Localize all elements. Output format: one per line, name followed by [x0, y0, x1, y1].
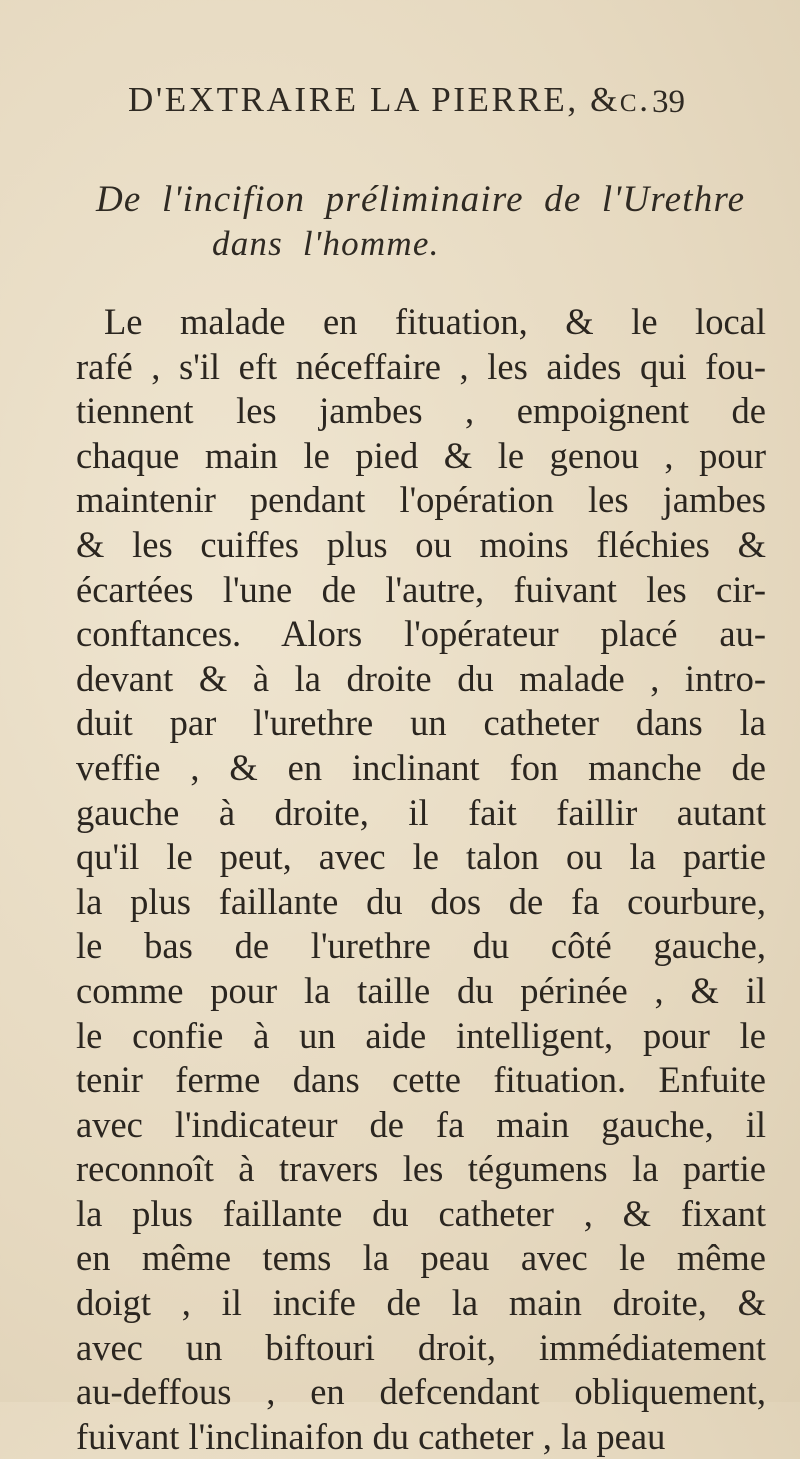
running-header — [0, 74, 800, 124]
text-line: chaque main le pied & le genou , pour — [76, 434, 766, 476]
text-line: fuivant l'inclinaifon du catheter , la peau — [76, 1415, 666, 1457]
text-line: gauche à droite, il fait faillir autant — [76, 791, 766, 833]
text-line: doigt , il incife de la main droite, & — [76, 1282, 766, 1324]
text-line: veffie , & en inclinant fon manche de — [76, 746, 766, 788]
text-line: le bas de l'urethre du côté gauche, — [76, 925, 766, 967]
text-line: écartées l'une de l'autre, fuivant les cir- — [76, 568, 766, 610]
page-number: 39 — [652, 84, 685, 120]
text-line: qu'il le peut, avec le talon ou la partie — [76, 836, 766, 878]
text-line: la plus faillante du dos de fa courbure, — [76, 880, 766, 922]
text-line: tenir ferme dans cette fituation. Enfuite — [76, 1059, 766, 1101]
text-line: conftances. Alors l'opérateur placé au- — [76, 613, 766, 655]
text-line: rafé , s'il eft néceffaire , les aides qui fou- — [76, 345, 766, 387]
text-line: Le malade en fituation, & le local — [104, 301, 766, 342]
text-line: la plus faillante du catheter , & fixant — [76, 1192, 766, 1234]
text-line: en même tems la peau avec le même — [76, 1237, 766, 1279]
section-heading-line-2: dans l'homme. — [212, 224, 440, 263]
section-heading-line-1: De l'incifion préliminaire de l'Urethre — [96, 179, 746, 220]
text-line: & les cuiffes plus ou moins fléchies & — [76, 523, 766, 565]
body-paragraph — [76, 300, 766, 1459]
text-line: au-deffous , en defcendant obliquement, — [76, 1371, 766, 1413]
text-line: duit par l'urethre un catheter dans la — [76, 702, 766, 744]
text-line: le confie à un aide intelligent, pour le — [76, 1014, 766, 1056]
text-line: devant & à la droite du malade , intro- — [76, 657, 766, 699]
text-line: avec l'indicateur de fa main gauche, il — [76, 1103, 766, 1145]
text-line: maintenir pendant l'opération les jambes — [76, 479, 766, 521]
text-line: tiennent les jambes , empoignent de — [76, 390, 766, 432]
text-line: avec un biftouri droit, immédiatement — [76, 1326, 766, 1368]
text-line: reconnoît à travers les tégumens la partie — [76, 1148, 766, 1190]
text-line: comme pour la taille du périnée , & il — [76, 969, 766, 1011]
running-title: D'EXTRAIRE LA PIERRE, &c. — [128, 80, 651, 119]
